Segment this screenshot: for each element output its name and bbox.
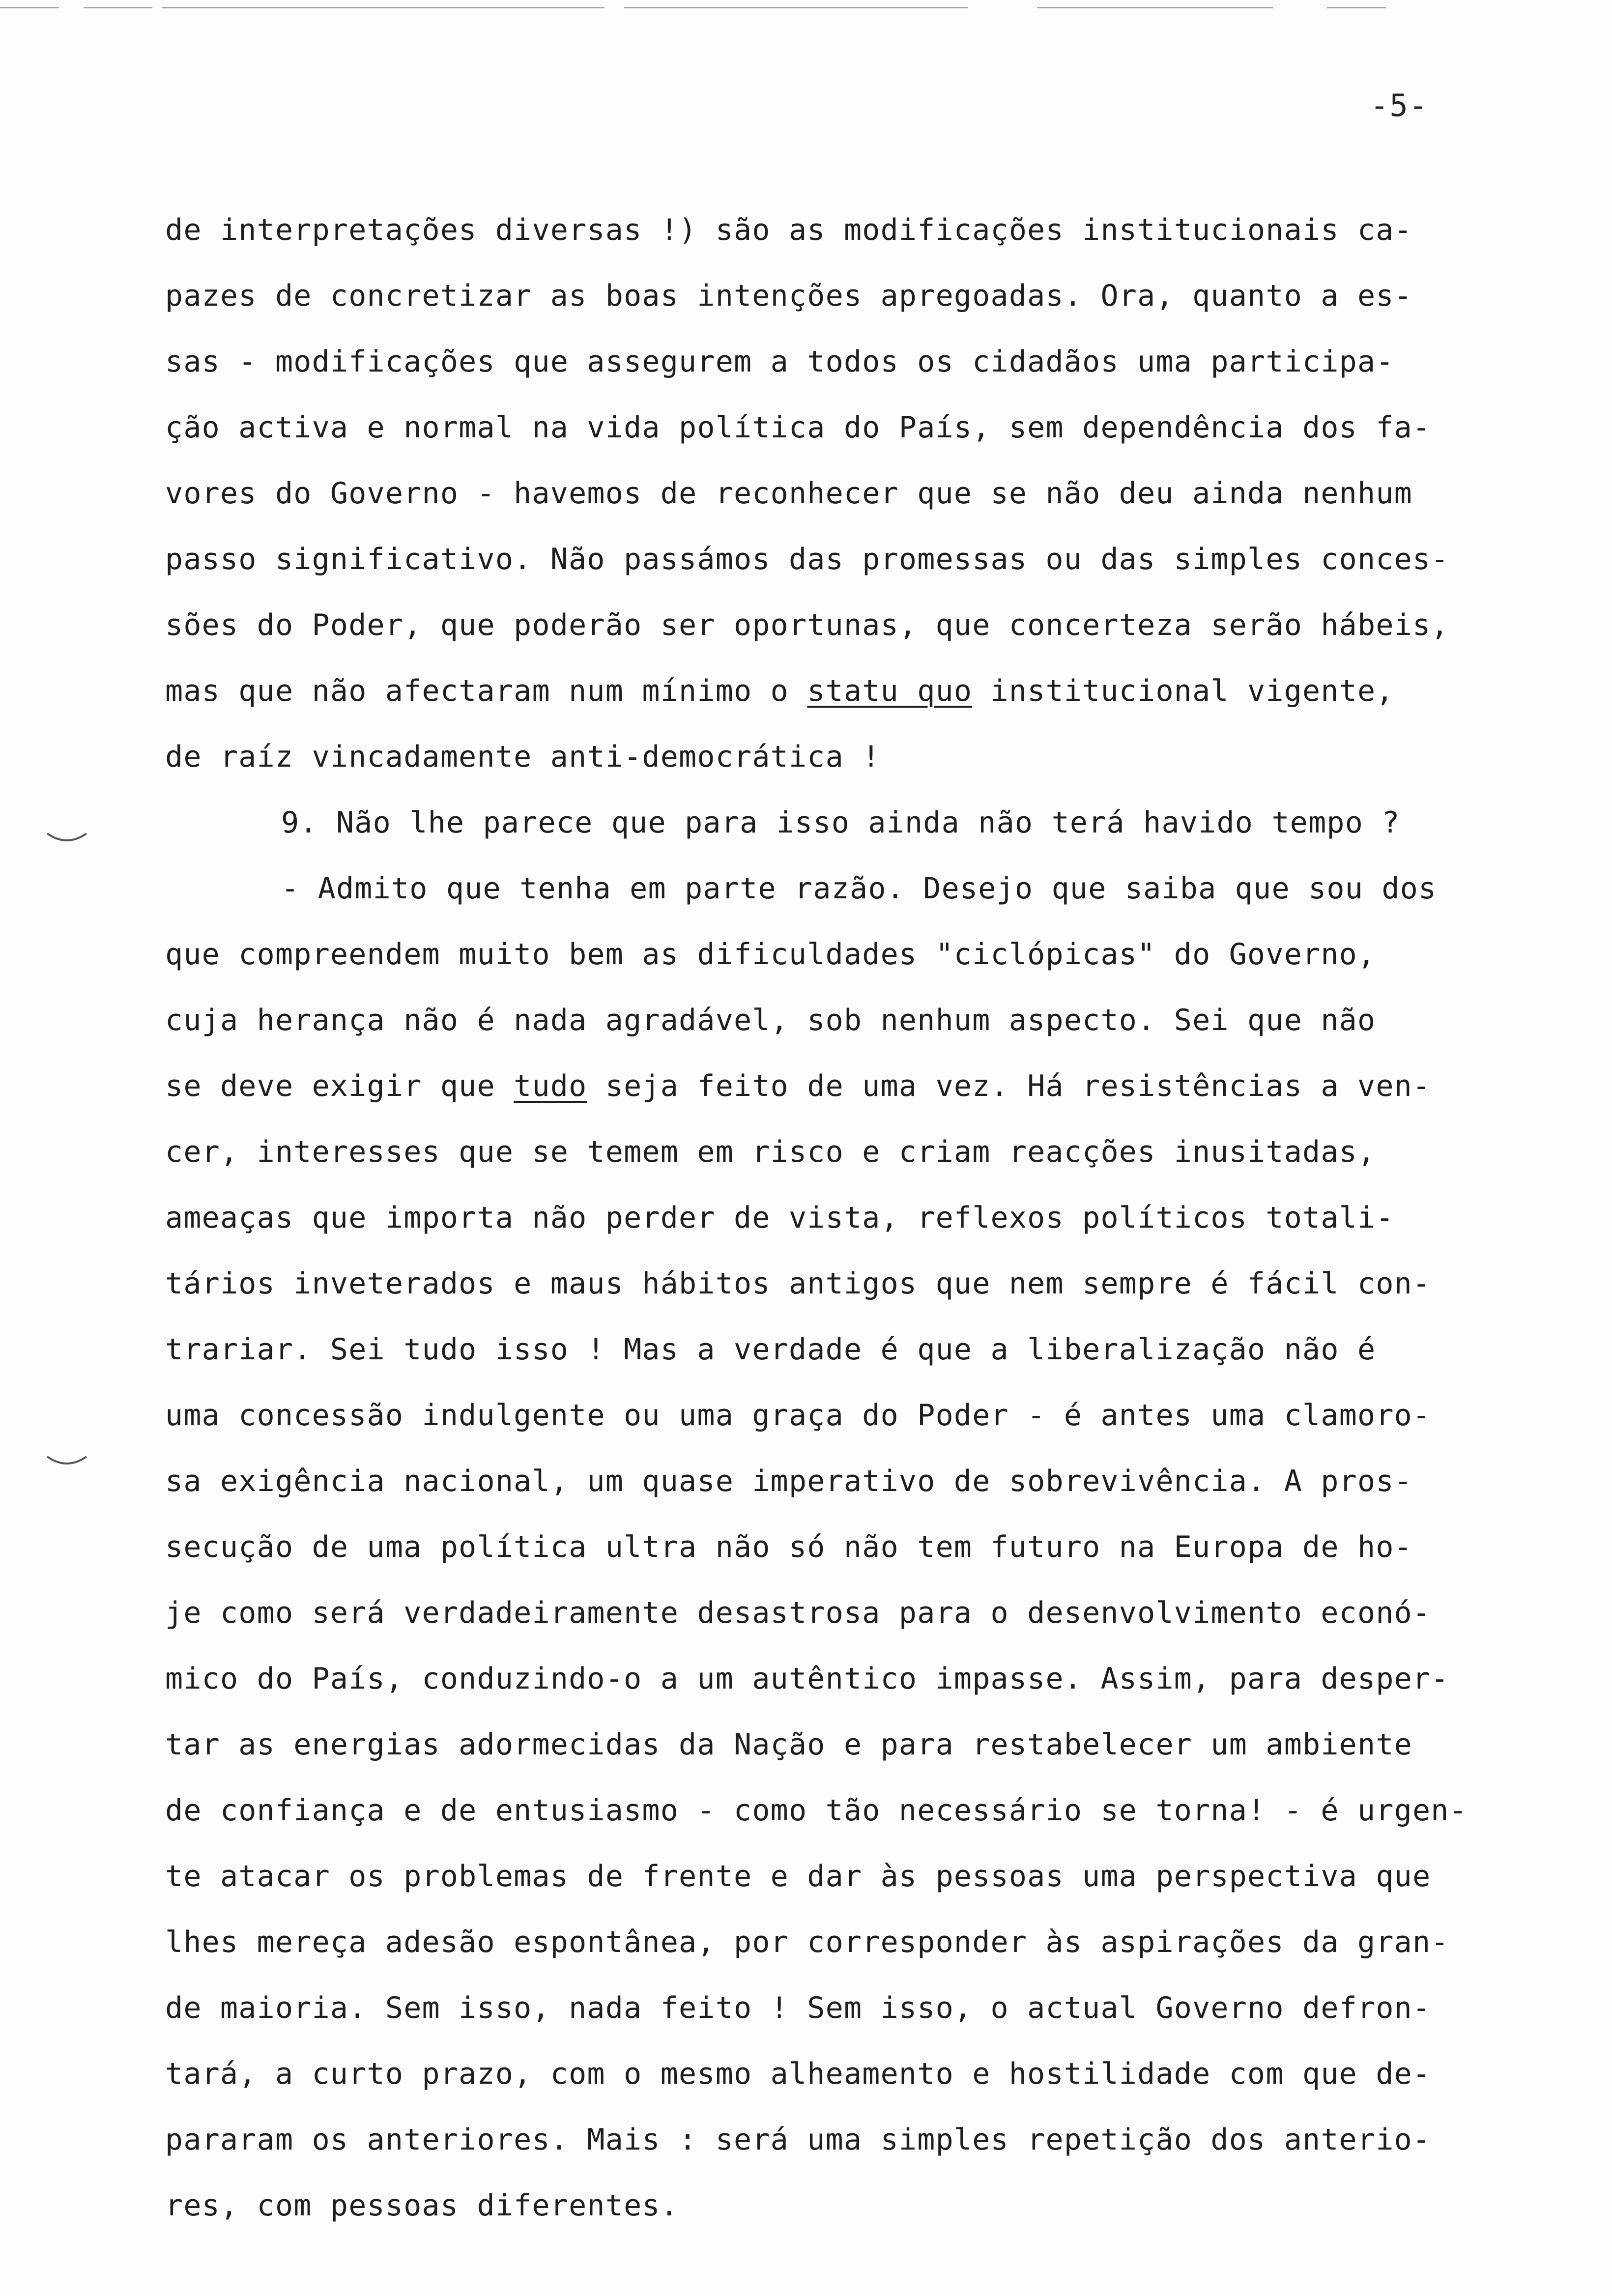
text-line <box>165 2059 1431 2089</box>
text-segment: ção activa e normal na vida política do País, sem dependência dos fa- <box>165 410 1431 445</box>
text-segment: passo significativo. Não passámos das promessas ou das simples conces- <box>165 542 1449 576</box>
text-segment: tar as energias adormecidas da Nação e para restabelecer um ambiente <box>165 1727 1412 1762</box>
text-segment: institucional vigente, <box>972 674 1394 708</box>
text-segment: sa exigência nacional, um quase imperativo de sobrevivência. A pros- <box>165 1464 1412 1498</box>
scan-edge-line <box>1327 7 1386 8</box>
text-line <box>165 937 1376 972</box>
text-line <box>165 1662 1449 1696</box>
text-line <box>281 871 1437 906</box>
text-line <box>165 1005 1376 1035</box>
text-line <box>165 344 1394 379</box>
text-line <box>165 1071 1431 1101</box>
text-segment: de maioria. Sem isso, nada feito ! Sem isso, o actual Governo defron- <box>165 1991 1431 2025</box>
text-segment: vores do Governo - havemos de reconhecer que se não deu ainda nenhum <box>165 476 1412 511</box>
text-line <box>165 1598 1431 1628</box>
text-segment: de confiança e de entusiasmo - como tão necessário se torna! - é urgen- <box>165 1793 1468 1828</box>
text-line <box>165 1532 1412 1562</box>
text-line <box>165 281 1412 311</box>
text-line <box>165 610 1449 640</box>
text-line <box>165 1727 1412 1762</box>
text-segment: - Admito que tenha em parte razão. Desejo que saiba que sou dos <box>281 871 1437 906</box>
text-segment: mico do País, conduzindo-o a um autêntico impasse. Assim, para desper- <box>165 1662 1449 1696</box>
text-segment: secução de uma política ultra não só não tem futuro na Europa de ho- <box>165 1530 1412 1564</box>
text-segment: pazes de concretizar as boas intenções apregoadas. Ora, quanto a es- <box>165 279 1412 313</box>
text-segment: sas - modificações que assegurem a todos os cidadãos uma participa- <box>165 344 1394 379</box>
text-line <box>165 742 881 772</box>
binder-hole-mark <box>45 1454 88 1467</box>
underlined-phrase: statu quo <box>807 674 973 708</box>
text-line <box>165 1993 1431 2023</box>
text-line <box>165 1266 1431 1301</box>
text-segment: sões do Poder, que poderão ser oportunas, que concerteza serão hábeis, <box>165 608 1449 642</box>
text-line <box>165 1466 1412 1496</box>
binder-hole-mark <box>45 831 88 844</box>
text-line <box>165 1332 1376 1367</box>
page-number: -5- <box>1370 87 1428 123</box>
text-line <box>165 476 1412 511</box>
text-line <box>165 1793 1468 1828</box>
text-segment: cer, interesses que se temem em risco e criam reacções inusitadas, <box>165 1135 1376 1169</box>
text-line <box>165 215 1412 245</box>
text-line <box>165 2188 679 2223</box>
text-segment: tários inveterados e maus hábitos antigos que nem sempre é fácil con- <box>165 1266 1431 1301</box>
scan-edge-line <box>162 7 604 8</box>
text-segment: de raíz vincadamente anti-democrática ! <box>165 740 881 774</box>
scan-edge-line <box>84 7 152 8</box>
text-line <box>165 542 1449 576</box>
scan-edge-line <box>624 7 968 8</box>
text-line <box>165 410 1431 445</box>
text-segment: uma concessão indulgente ou uma graça do Poder - é antes uma clamoro- <box>165 1398 1431 1433</box>
underlined-phrase: tudo <box>514 1069 587 1103</box>
text-segment: mas que não afectaram num mínimo o <box>165 674 807 708</box>
text-line <box>281 805 1400 840</box>
text-line <box>165 1398 1431 1433</box>
text-segment: pararam os anteriores. Mais : será uma simples repetição dos anterio- <box>165 2123 1431 2157</box>
text-segment: de interpretações diversas !) são as modificações institucionais ca- <box>165 213 1412 247</box>
text-segment: ameaças que importa não perder de vista, reflexos políticos totali- <box>165 1201 1394 1235</box>
text-line <box>165 1203 1394 1233</box>
scan-edge-line <box>1037 7 1273 8</box>
text-segment: 9. Não lhe parece que para isso ainda não terá havido tempo ? <box>281 805 1400 840</box>
text-segment: trariar. Sei tudo isso ! Mas a verdade é que a liberalização não é <box>165 1332 1376 1367</box>
text-segment: seja feito de uma vez. Há resistências a ven- <box>587 1069 1431 1103</box>
text-segment: te atacar os problemas de frente e dar às pessoas uma perspectiva que <box>165 1859 1431 1894</box>
scan-edge-line <box>0 7 59 8</box>
text-line <box>165 1859 1431 1894</box>
text-segment: cuja herança não é nada agradável, sob nenhum aspecto. Sei que não <box>165 1003 1376 1037</box>
text-segment: que compreendem muito bem as dificuldades "ciclópicas" do Governo, <box>165 937 1376 972</box>
text-line <box>165 1927 1449 1957</box>
text-segment: se deve exigir que <box>165 1069 514 1103</box>
text-line <box>165 1137 1376 1167</box>
text-segment: res, com pessoas diferentes. <box>165 2188 679 2223</box>
text-line <box>165 2123 1431 2157</box>
text-segment: tará, a curto prazo, com o mesmo alheamento e hostilidade com que de- <box>165 2057 1431 2091</box>
text-segment: je como será verdadeiramente desastrosa para o desenvolvimento econó- <box>165 1596 1431 1630</box>
text-line <box>165 676 1394 706</box>
text-segment: lhes mereça adesão espontânea, por corresponder às aspirações da gran- <box>165 1925 1449 1959</box>
